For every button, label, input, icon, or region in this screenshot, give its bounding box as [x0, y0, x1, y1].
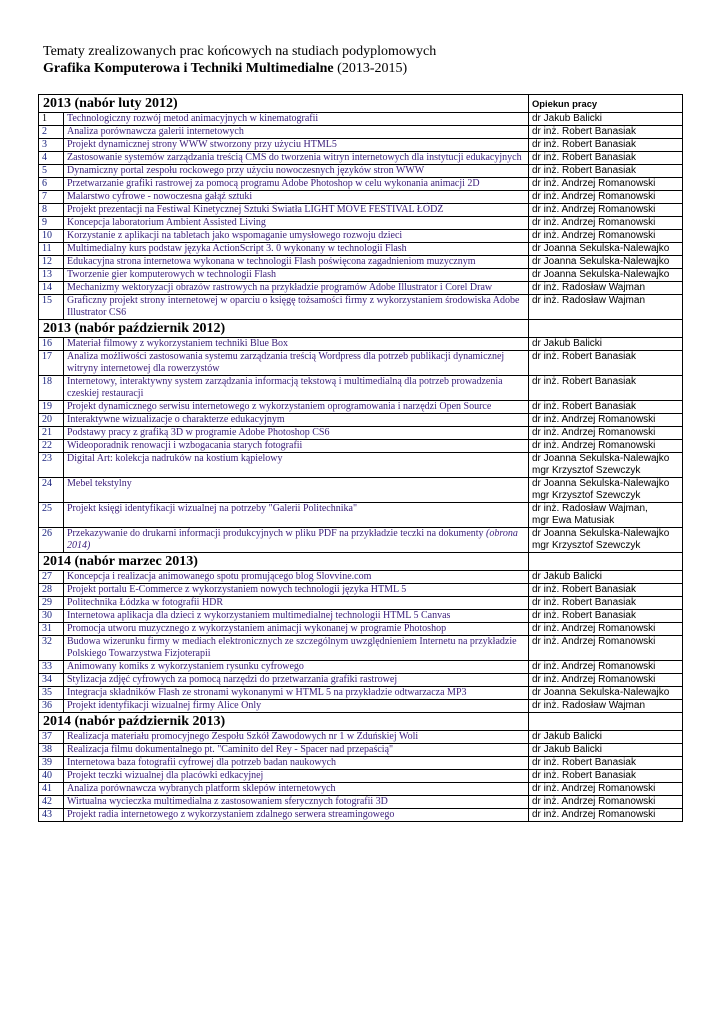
row-number: 41 [39, 783, 64, 796]
supervisor-name: dr inż. Andrzej Romanowski [532, 661, 656, 672]
table-row [39, 700, 683, 713]
row-number: 11 [39, 243, 64, 256]
row-number: 22 [39, 440, 64, 453]
thesis-topic-text: Tworzenie gier komputerowych w technologii Flash [67, 269, 276, 280]
section-title: 2014 (nabór marzec 2013) [39, 553, 529, 571]
thesis-topic [64, 440, 529, 453]
table-row [39, 809, 683, 822]
section-title: 2014 (nabór październik 2013) [39, 713, 529, 731]
supervisor-name: dr inż. Andrzej Romanowski [532, 440, 656, 451]
table-row [39, 126, 683, 139]
supervisor-cell [529, 243, 683, 256]
thesis-topic-text: Internetowa baza fotografii cyfrowej dla potrzeb badan naukowych [67, 757, 337, 768]
section-header-row [39, 713, 683, 731]
thesis-topic [64, 256, 529, 269]
thesis-topic [64, 503, 529, 528]
thesis-topic [64, 269, 529, 282]
thesis-topic [64, 414, 529, 427]
thesis-topic-text: Interaktywne wizualizacje o charakterze edukacyjnym [67, 414, 285, 425]
supervisor-name: dr Joanna Sekulska-Nalewajko [532, 453, 670, 464]
row-number: 3 [39, 139, 64, 152]
row-number: 42 [39, 796, 64, 809]
thesis-topic-text: Realizacja filmu dokumentalnego pt. "Caminito del Rey - Spacer nad przepaścią" [67, 744, 394, 755]
thesis-topic [64, 757, 529, 770]
table-row [39, 178, 683, 191]
thesis-topic [64, 528, 529, 553]
row-number: 19 [39, 401, 64, 414]
section-supervisor-header: Opiekun pracy [529, 95, 683, 113]
thesis-topic [64, 453, 529, 478]
supervisor-name: dr Jakub Balicki [532, 113, 603, 124]
table-row [39, 770, 683, 783]
supervisor-name: dr inż. Robert Banasiak [532, 597, 636, 608]
supervisor-cell [529, 783, 683, 796]
thesis-topic-text: Materiał filmowy z wykorzystaniem techniki Blue Box [67, 338, 289, 349]
thesis-topic-text: Projekt teczki wizualnej dla placówki edkacyjnej [67, 770, 264, 781]
row-number: 21 [39, 427, 64, 440]
thesis-topic [64, 204, 529, 217]
table-row [39, 269, 683, 282]
thesis-topic-text: Wideoporadnik renowacji i wzbogacania starych fotografii [67, 440, 303, 451]
row-number: 7 [39, 191, 64, 204]
thesis-topic [64, 770, 529, 783]
table-row [39, 217, 683, 230]
thesis-topic-text: Technologiczny rozwój metod animacyjnych w kinematografii [67, 113, 319, 124]
supervisor-name: dr Jakub Balicki [532, 571, 603, 582]
supervisor-name: dr inż. Andrzej Romanowski [532, 809, 656, 820]
supervisor-cell [529, 796, 683, 809]
supervisor-cell [529, 809, 683, 822]
table-row [39, 204, 683, 217]
thesis-topic-text: Mechanizmy wektoryzacji obrazów rastrowych na przykładzie programów Adobe Illustrator i Corel Draw [67, 282, 493, 293]
table-row [39, 113, 683, 126]
table-row [39, 351, 683, 376]
thesis-topic [64, 700, 529, 713]
table-row [39, 783, 683, 796]
supervisor-name: dr Joanna Sekulska-Nalewajko [532, 256, 670, 267]
thesis-topic-text: Projekt dynamicznego serwisu internetowego z wykorzystaniem oprogramowania i narzędzi Open Source [67, 401, 492, 412]
supervisor-name: dr inż. Andrzej Romanowski [532, 796, 656, 807]
row-number: 23 [39, 453, 64, 478]
thesis-topic [64, 178, 529, 191]
row-number: 24 [39, 478, 64, 503]
thesis-topic-text: Digital Art: kolekcja nadruków na kostium kąpielowy [67, 453, 283, 464]
supervisor-name: dr inż. Radosław Wajman, [532, 503, 648, 514]
row-number: 14 [39, 282, 64, 295]
supervisor-cell [529, 414, 683, 427]
supervisor-cell [529, 191, 683, 204]
thesis-topic [64, 809, 529, 822]
co-supervisor-name: mgr Krzysztof Szewczyk [532, 465, 641, 476]
supervisor-cell [529, 376, 683, 401]
supervisor-name: dr inż. Robert Banasiak [532, 152, 636, 163]
co-supervisor-name: mgr Ewa Matusiak [532, 515, 615, 526]
section-supervisor-header [529, 553, 683, 571]
supervisor-cell [529, 401, 683, 414]
supervisor-name: dr Joanna Sekulska-Nalewajko [532, 687, 670, 698]
supervisor-cell [529, 687, 683, 700]
table-row [39, 757, 683, 770]
supervisor-name: dr inż. Andrzej Romanowski [532, 674, 656, 685]
supervisor-name: dr inż. Radosław Wajman [532, 700, 646, 711]
section-header-row [39, 553, 683, 571]
thesis-topic-text: Koncepcja i realizacja animowanego spotu promującego blog Slovvine.com [67, 571, 372, 582]
row-number: 36 [39, 700, 64, 713]
thesis-topic [64, 139, 529, 152]
thesis-topic-text: Zastosowanie systemów zarządzania treścią CMS do tworzenia witryn internetowych dla instytucji edukacyjnych [67, 152, 522, 163]
thesis-topic [64, 636, 529, 661]
thesis-topic-text: Analiza możliwości zastosowania systemu zarządzania treścią Wordpress dla potrzeb publikacji dynamicznej witryny internetowej dla rowerzystów [67, 351, 505, 374]
row-number: 20 [39, 414, 64, 427]
table-row [39, 165, 683, 178]
table-row [39, 674, 683, 687]
supervisor-cell [529, 126, 683, 139]
table-row [39, 731, 683, 744]
thesis-topic-note: (obrona 2014) [67, 528, 518, 551]
supervisor-name: dr Jakub Balicki [532, 731, 603, 742]
supervisor-cell [529, 139, 683, 152]
supervisor-cell [529, 623, 683, 636]
row-number: 2 [39, 126, 64, 139]
table-row [39, 744, 683, 757]
supervisor-name: dr Joanna Sekulska-Nalewajko [532, 528, 670, 539]
table-row [39, 687, 683, 700]
supervisor-cell [529, 178, 683, 191]
row-number: 18 [39, 376, 64, 401]
thesis-topic [64, 744, 529, 757]
supervisor-cell [529, 584, 683, 597]
table-row [39, 796, 683, 809]
table-row [39, 243, 683, 256]
thesis-topic-text: Przekazywanie do drukarni informacji produkcyjnych w pliku PDF na przykładzie teczki na dokumenty [67, 528, 484, 539]
supervisor-name: dr inż. Andrzej Romanowski [532, 230, 656, 241]
section-title: 2013 (nabór październik 2012) [39, 320, 529, 338]
thesis-topic [64, 217, 529, 230]
row-number: 31 [39, 623, 64, 636]
row-number: 28 [39, 584, 64, 597]
supervisor-cell [529, 152, 683, 165]
thesis-topic-text: Edukacyjna strona internetowa wykonana w technologii Flash poświęcona zagadnieniom muzycznym [67, 256, 476, 267]
row-number: 43 [39, 809, 64, 822]
supervisor-cell [529, 757, 683, 770]
table-row [39, 427, 683, 440]
thesis-topic [64, 113, 529, 126]
supervisor-name: dr inż. Andrzej Romanowski [532, 217, 656, 228]
supervisor-cell [529, 440, 683, 453]
supervisor-cell [529, 217, 683, 230]
thesis-topic [64, 571, 529, 584]
supervisor-cell [529, 744, 683, 757]
supervisor-name: dr inż. Robert Banasiak [532, 376, 636, 387]
thesis-topic [64, 152, 529, 165]
supervisor-name: dr Jakub Balicki [532, 338, 603, 349]
supervisor-name: dr inż. Robert Banasiak [532, 139, 636, 150]
table-row [39, 256, 683, 269]
thesis-topic-text: Projekt dynamicznej strony WWW stworzony przy użyciu HTML5 [67, 139, 337, 150]
table-row [39, 152, 683, 165]
supervisor-name: dr inż. Andrzej Romanowski [532, 191, 656, 202]
table-row [39, 623, 683, 636]
co-supervisor-name: mgr Krzysztof Szewczyk [532, 490, 641, 501]
thesis-topic-text: Podstawy pracy z grafiką 3D w programie Adobe Photoshop CS6 [67, 427, 330, 438]
supervisor-cell [529, 269, 683, 282]
supervisor-name: dr inż. Andrzej Romanowski [532, 427, 656, 438]
thesis-topic-text: Projekt identyfikacji wizualnej firmy Alice Only [67, 700, 262, 711]
row-number: 6 [39, 178, 64, 191]
thesis-topic-text: Multimedialny kurs podstaw języka ActionScript 3. 0 wykonany w technologii Flash [67, 243, 407, 254]
table-row [39, 584, 683, 597]
supervisor-name: dr inż. Andrzej Romanowski [532, 414, 656, 425]
thesis-topic [64, 295, 529, 320]
supervisor-name: dr inż. Robert Banasiak [532, 401, 636, 412]
thesis-topic-text: Internetowy, interaktywny system zarządzania informacją tekstową i multimedialną dla potrzeb prowadzenia czeskiej restauracji [67, 376, 503, 399]
thesis-topic [64, 687, 529, 700]
title-line-2 [43, 60, 436, 77]
thesis-topic [64, 351, 529, 376]
supervisor-cell [529, 610, 683, 623]
table-row [39, 338, 683, 351]
thesis-topic-text: Integracja składników Flash ze stronami wykonanymi w HTML 5 na przykładzie odtwarzacza MP3 [67, 687, 467, 698]
table-row [39, 528, 683, 553]
table-row [39, 282, 683, 295]
row-number: 30 [39, 610, 64, 623]
supervisor-cell [529, 478, 683, 503]
title-program-name: Grafika Komputerowa i Techniki Multimedialne [43, 61, 334, 76]
table-row [39, 376, 683, 401]
supervisor-cell [529, 636, 683, 661]
thesis-topic [64, 282, 529, 295]
row-number: 12 [39, 256, 64, 269]
supervisor-cell [529, 351, 683, 376]
supervisor-name: dr inż. Andrzej Romanowski [532, 623, 656, 634]
row-number: 15 [39, 295, 64, 320]
supervisor-cell [529, 165, 683, 178]
row-number: 9 [39, 217, 64, 230]
table-row [39, 478, 683, 503]
supervisor-name: dr Jakub Balicki [532, 744, 603, 755]
supervisor-name: dr inż. Andrzej Romanowski [532, 636, 656, 647]
thesis-topic [64, 783, 529, 796]
thesis-topic-text: Promocja utworu muzycznego z wykorzystaniem animacji wykonanej w programie Photoshop [67, 623, 447, 634]
table-row [39, 503, 683, 528]
row-number: 10 [39, 230, 64, 243]
supervisor-cell [529, 731, 683, 744]
table-row [39, 414, 683, 427]
row-number: 39 [39, 757, 64, 770]
thesis-topic [64, 610, 529, 623]
row-number: 13 [39, 269, 64, 282]
topics-table-body [39, 95, 683, 822]
row-number: 40 [39, 770, 64, 783]
supervisor-name: dr inż. Robert Banasiak [532, 770, 636, 781]
section-header-row [39, 320, 683, 338]
thesis-topic [64, 623, 529, 636]
thesis-topic-text: Stylizacja zdjęć cyfrowych za pomocą narzędzi do przetwarzania grafiki rastrowej [67, 674, 398, 685]
section-supervisor-header [529, 320, 683, 338]
thesis-topic-text: Korzystanie z aplikacji na tabletach jako wspomaganie umysłowego rozwoju dzieci [67, 230, 403, 241]
row-number: 16 [39, 338, 64, 351]
table-row [39, 571, 683, 584]
topics-table [38, 94, 683, 822]
supervisor-name: dr inż. Robert Banasiak [532, 610, 636, 621]
title-line-1: Tematy zrealizowanych prac końcowych na studiach podyplomowych [43, 44, 437, 59]
table-row [39, 597, 683, 610]
thesis-topic-text: Internetowa aplikacja dla dzieci z wykorzystaniem multimedialnej technologii HTML 5 Canvas [67, 610, 451, 621]
thesis-topic-text: Animowany komiks z wykorzystaniem rysunku cyfrowego [67, 661, 304, 672]
thesis-topic [64, 126, 529, 139]
thesis-topic-text: Graficzny projekt strony internetowej w oparciu o księgę tożsamości firmy z wykorzystaniem środowiska Adobe Illustrator CS6 [67, 295, 520, 318]
supervisor-cell [529, 571, 683, 584]
table-row [39, 295, 683, 320]
thesis-topic-text: Politechnika Łódzka w fotografii HDR [67, 597, 224, 608]
section-supervisor-header [529, 713, 683, 731]
supervisor-name: dr inż. Robert Banasiak [532, 165, 636, 176]
supervisor-name: dr inż. Andrzej Romanowski [532, 178, 656, 189]
thesis-topic [64, 731, 529, 744]
thesis-topic [64, 191, 529, 204]
supervisor-cell [529, 674, 683, 687]
thesis-topic-text: Projekt radia internetowego z wykorzystaniem zdalnego serwera streamingowego [67, 809, 395, 820]
supervisor-cell [529, 204, 683, 217]
thesis-topic [64, 401, 529, 414]
row-number: 1 [39, 113, 64, 126]
co-supervisor-name: mgr Krzysztof Szewczyk [532, 540, 641, 551]
table-row [39, 191, 683, 204]
thesis-topic [64, 165, 529, 178]
supervisor-cell [529, 230, 683, 243]
thesis-topic-text: Analiza porównawcza galerii internetowych [67, 126, 244, 137]
supervisor-name: dr inż. Robert Banasiak [532, 126, 636, 137]
thesis-topic-text: Projekt księgi identyfikacji wizualnej na potrzeby "Galerii Politechnika" [67, 503, 358, 514]
supervisor-cell [529, 700, 683, 713]
thesis-topic-text: Wirtualna wycieczka multimedialna z zastosowaniem sferycznych fotografii 3D [67, 796, 388, 807]
supervisor-name: dr inż. Radosław Wajman [532, 282, 646, 293]
supervisor-name: dr Joanna Sekulska-Nalewajko [532, 269, 670, 280]
section-header-row [39, 95, 683, 113]
supervisor-cell [529, 338, 683, 351]
row-number: 25 [39, 503, 64, 528]
row-number: 17 [39, 351, 64, 376]
row-number: 5 [39, 165, 64, 178]
document-title [43, 43, 436, 77]
row-number: 35 [39, 687, 64, 700]
row-number: 4 [39, 152, 64, 165]
row-number: 37 [39, 731, 64, 744]
thesis-topic [64, 584, 529, 597]
supervisor-name: dr inż. Robert Banasiak [532, 757, 636, 768]
thesis-topic [64, 376, 529, 401]
table-row [39, 610, 683, 623]
supervisor-cell [529, 256, 683, 269]
thesis-topic-text: Projekt portalu E-Commerce z wykorzystaniem nowych technologii języka HTML 5 [67, 584, 407, 595]
supervisor-name: dr Joanna Sekulska-Nalewajko [532, 243, 670, 254]
supervisor-cell [529, 453, 683, 478]
row-number: 27 [39, 571, 64, 584]
row-number: 34 [39, 674, 64, 687]
thesis-topic [64, 478, 529, 503]
supervisor-cell [529, 528, 683, 553]
row-number: 29 [39, 597, 64, 610]
table-row [39, 401, 683, 414]
table-row [39, 230, 683, 243]
thesis-topic-text: Budowa wizerunku firmy w mediach elektronicznych ze szczególnym uwzględnieniem Internetu na przykładzie Polskiego Towarzystwa Fizjoterapii [67, 636, 517, 659]
thesis-topic [64, 796, 529, 809]
row-number: 8 [39, 204, 64, 217]
supervisor-cell [529, 503, 683, 528]
supervisor-name: dr inż. Andrzej Romanowski [532, 783, 656, 794]
thesis-topic [64, 427, 529, 440]
thesis-topic [64, 230, 529, 243]
supervisor-name: dr Joanna Sekulska-Nalewajko [532, 478, 670, 489]
supervisor-cell [529, 282, 683, 295]
supervisor-cell [529, 113, 683, 126]
supervisor-cell [529, 770, 683, 783]
supervisor-cell [529, 661, 683, 674]
row-number: 32 [39, 636, 64, 661]
thesis-topic [64, 597, 529, 610]
supervisor-name: dr inż. Radosław Wajman [532, 295, 646, 306]
supervisor-cell [529, 295, 683, 320]
title-years: (2013-2015) [337, 61, 408, 76]
row-number: 26 [39, 528, 64, 553]
section-title: 2013 (nabór luty 2012) [39, 95, 529, 113]
thesis-topic-text: Mebel tekstylny [67, 478, 132, 489]
table-row [39, 440, 683, 453]
table-row [39, 636, 683, 661]
thesis-topic [64, 243, 529, 256]
row-number: 33 [39, 661, 64, 674]
thesis-topic-text: Malarstwo cyfrowe - nowoczesna gałąź sztuki [67, 191, 253, 202]
thesis-topic [64, 661, 529, 674]
thesis-topic-text: Analiza porównawcza wybranych platform sklepów internetowych [67, 783, 336, 794]
table-row [39, 139, 683, 152]
thesis-topic [64, 338, 529, 351]
thesis-topic-text: Projekt prezentacji na Festiwal Kinetycznej Sztuki Światła LIGHT MOVE FESTIVAL ŁÓDŹ [67, 204, 444, 215]
table-row [39, 453, 683, 478]
thesis-topic-text: Przetwarzanie grafiki rastrowej za pomocą programu Adobe Photoshop w celu wykonania animacji 2D [67, 178, 480, 189]
thesis-topic-text: Dynamiczny portal zespołu rockowego przy użyciu nowoczesnych języków stron WWW [67, 165, 425, 176]
supervisor-name: dr inż. Robert Banasiak [532, 584, 636, 595]
thesis-topic-text: Koncepcja laboratorium Ambient Assisted Living [67, 217, 266, 228]
thesis-topic [64, 674, 529, 687]
thesis-topic-text: Realizacja materiału promocyjnego Zespołu Szkół Zawodowych nr 1 w Zduńskiej Woli [67, 731, 419, 742]
supervisor-cell [529, 597, 683, 610]
supervisor-name: dr inż. Robert Banasiak [532, 351, 636, 362]
supervisor-name: dr inż. Andrzej Romanowski [532, 204, 656, 215]
row-number: 38 [39, 744, 64, 757]
supervisor-cell [529, 427, 683, 440]
table-row [39, 661, 683, 674]
